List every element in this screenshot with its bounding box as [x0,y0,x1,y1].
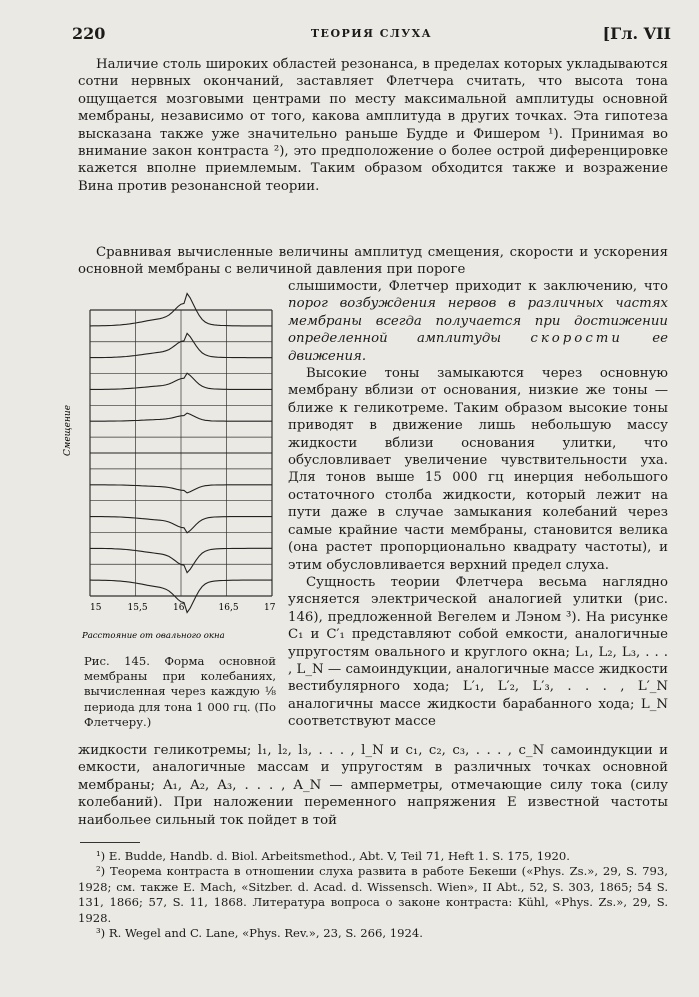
x-tick-label: 16,5 [218,603,239,613]
paragraph-2-spaced: скорости [530,331,623,347]
paragraph-1-block [78,56,668,195]
paragraph-3: Высокие тоны замыкаются через основную мембрану вблизи от основания, низкие же тоны — ближе к геликотреме. Таким образом высокие тоны приводят в движение лишь небольшую массу жидкости вблизи основания улитки, что обусловливает увеличение чувствительности уха. Для тонов выше 15 000 гц инерция небольшого остаточного столба жидкости, который лежит на пути даже в случае замыкания колебаний через самые крайние части мембраны, становится велика (она растет пропорционально квадрату частоты), и этим обусловливается верхний предел слуха. [288,366,668,573]
x-tick-label: 16 [173,603,185,613]
paragraph-4: Сущность теории Флетчера весьма наглядно уясняется электрической аналогией улитки (рис. 146), предложенной Вегелем и Лэном ³). На рисунке C₁ и C′₁ представляют собой емкости, аналогичные упругостям овального и круглого окна; L₁, L₂, L₃, . . . , L_N — самоиндукции, аналогичные массе жидкости вестибулярного хода; L′₁, L′₂, L′₃, . . . , L′_N аналогичны массе жидкости барабанного хода; L_N соответствуют массе [288,574,668,730]
chapter-marker: [Гл. VII [602,24,671,43]
paragraph-2-italic: порог возбуждения нервов в различных частях мембраны всегда получается при достижении определенной амплитуды [288,296,668,347]
paragraph-2-italic-end: ее движения. [288,331,668,364]
paragraph-4-continued: жидкости геликотремы; l₁, l₂, l₃, . . . , l_N и c₁, c₂, c₃, . . . , c_N самоиндукции и емкости, аналогичные массам и упругостям в различных точках основной мембраны; A₁, A₂, A₃, . . . , A_N — амперметры, отмечающие силу тока (силу колебаний). При наложении переменного напряжения E известной частоты наибольее сильный ток пойдет в той [78,743,668,828]
membrane-curves-plot [63,306,276,646]
y-axis-label: Смещение [63,404,73,456]
footnote-2: ²) Теорема контраста в отношении слуха развита в работе Бекеши («Phys. Zs.», 29, S. 793, 1928; см. также E. Mach, «Sitzber. d. Acad. d. Wissensch. Wien», II Abt., 52, S. 303, 1865; 54 S. 131, 1866; 57, S. 11, 1868. Литература вопроса о законе контраста: Kühl, «Phys. Zs.», 29, S. 1928. [78,864,668,925]
plot-curves [90,294,272,613]
paragraph-2-continued [288,278,668,365]
paragraph-2-cont-text: слышимости, Флетчер приходит к заключению, что [288,279,668,294]
x-tick-label: 17 [264,603,276,613]
footnote-3: ³) R. Wegel and C. Lane, «Phys. Rev.», 23, S. 266, 1924. [96,926,423,941]
running-header [72,24,671,46]
footnote-1: ¹) E. Budde, Handb. d. Biol. Arbeitsmethod., Abt. V, Teil 71, Heft 1. S. 175, 1920. [96,849,570,863]
right-column [288,278,668,731]
footnote-rule [80,842,140,843]
paragraph-2-start: Сравнивая вычисленные величины амплитуд смещения, скорости и ускорения основной мембраны с величиной давления при пороге [78,245,668,278]
figure-145 [63,306,276,646]
x-tick-label: 15 [90,603,102,613]
page-number: 220 [72,24,106,43]
running-title: ТЕОРИЯ СЛУХА [310,27,433,40]
x-tick-label: 15,5 [127,603,148,613]
paragraph-2-block [78,244,668,279]
figure-caption: Рис. 145. Форма основной мембраны при колебаниях, вычисленная через каждую ⅛ периода для тона 1 000 гц. (По Флетчеру.) [84,654,276,729]
x-tick-labels [90,603,276,613]
footnotes [78,849,668,941]
paragraph-1: Наличие столь широких областей резонанса, в пределах которых укладываются сотни нервных окончаний, заставляет Флетчера считать, что высота тона ощущается мозговыми центрами по месту максимальной амплитуды основной мембраны, независимо от того, какова амплитуда в других точках. Эта гипотеза высказана также уже значительно раньше Будде и Фишером ¹). Принимая во внимание закон контраста ²), это предположение о более острой диференцировке кажется вполне приемлемым. Таким образом обходится также и возражение Вина против резонансной теории. [78,57,668,194]
x-axis-label: Расстояние от овального окна [82,631,225,641]
